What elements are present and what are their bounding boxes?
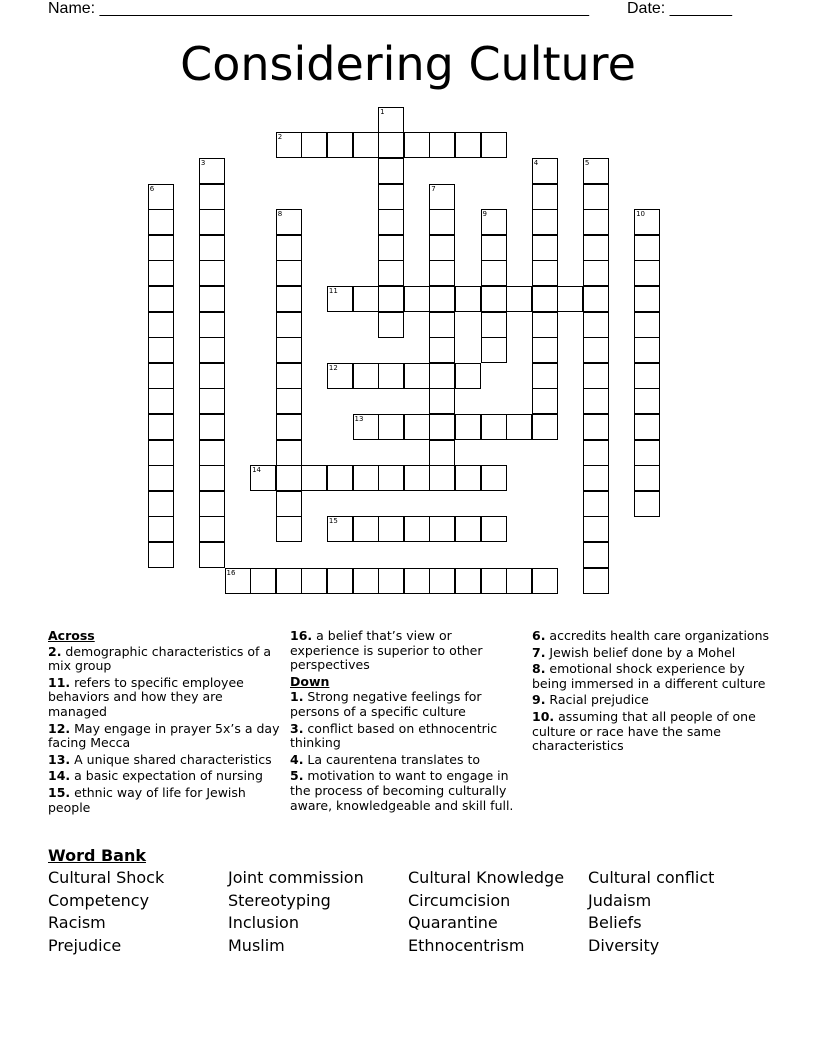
grid-cell[interactable] — [199, 209, 225, 235]
grid-cell[interactable] — [404, 568, 430, 594]
clue-number: 6 — [149, 184, 155, 193]
grid-cell[interactable] — [634, 260, 660, 286]
grid-cell[interactable] — [532, 184, 558, 210]
clue-number: 10. — [532, 708, 555, 724]
grid-cell[interactable] — [378, 184, 404, 210]
word-bank-item: Judaism — [588, 890, 652, 910]
grid-cell[interactable] — [276, 568, 302, 594]
grid-cell[interactable] — [583, 414, 609, 440]
grid-cell[interactable] — [532, 209, 558, 235]
grid-cell[interactable] — [378, 312, 404, 338]
clue-number: 4 — [533, 158, 539, 167]
grid-cell[interactable] — [583, 158, 609, 184]
grid-cell[interactable] — [199, 440, 225, 466]
grid-cell[interactable] — [481, 209, 507, 235]
grid-cell[interactable] — [148, 516, 174, 542]
clue-number: 13. — [48, 751, 71, 767]
grid-cell[interactable] — [455, 568, 481, 594]
clues-column-1 — [48, 629, 280, 817]
grid-cell[interactable] — [353, 132, 379, 158]
grid-cell[interactable] — [276, 414, 302, 440]
grid-cell[interactable] — [532, 260, 558, 286]
grid-cell[interactable] — [634, 286, 660, 312]
grid-cell[interactable] — [378, 235, 404, 261]
clue-text: motivation to want to engage in the process of becoming culturally aware, knowledgeable and skill full. — [290, 768, 514, 813]
clue-number: 14 — [252, 466, 262, 475]
grid-cell[interactable] — [532, 388, 558, 414]
grid-cell[interactable] — [148, 260, 174, 286]
grid-cell[interactable] — [634, 235, 660, 261]
clue — [290, 753, 522, 768]
page-title: Considering Culture — [180, 37, 636, 91]
grid-cell[interactable] — [378, 260, 404, 286]
grid-cell[interactable] — [481, 132, 507, 158]
grid-cell[interactable] — [148, 465, 174, 491]
grid-cell[interactable] — [301, 568, 327, 594]
grid-cell[interactable] — [327, 363, 353, 389]
grid-cell[interactable] — [148, 491, 174, 517]
word-bank-item: Muslim — [228, 935, 285, 955]
grid-cell[interactable] — [199, 491, 225, 517]
word-bank-title: Word Bank — [48, 846, 147, 865]
clue-number: 6. — [532, 628, 546, 643]
word-bank-item: Prejudice — [48, 935, 122, 955]
clue-number: 16 — [226, 568, 236, 577]
grid-cell[interactable] — [583, 312, 609, 338]
grid-cell[interactable] — [455, 414, 481, 440]
grid-cell[interactable] — [404, 414, 430, 440]
grid-cell[interactable] — [532, 337, 558, 363]
grid-cell[interactable] — [429, 235, 455, 261]
grid-cell[interactable] — [481, 516, 507, 542]
header — [48, 0, 748, 20]
grid-cell[interactable] — [583, 184, 609, 210]
grid-cell[interactable] — [276, 363, 302, 389]
grid-cell[interactable] — [583, 363, 609, 389]
grid-cell[interactable] — [327, 465, 353, 491]
clue-number: 12 — [328, 363, 338, 372]
grid-cell[interactable] — [327, 286, 353, 312]
grid-cell[interactable] — [276, 132, 302, 158]
grid-cell[interactable] — [199, 388, 225, 414]
grid-cell[interactable] — [378, 465, 404, 491]
grid-cell[interactable] — [327, 516, 353, 542]
grid-cell[interactable] — [148, 414, 174, 440]
grid-cell[interactable] — [148, 363, 174, 389]
clue — [48, 786, 280, 815]
grid-cell[interactable] — [583, 568, 609, 594]
grid-cell[interactable] — [481, 465, 507, 491]
word-bank-item: Circumcision — [408, 890, 511, 910]
word-bank-item: Cultural conflict — [588, 868, 715, 887]
grid-cell[interactable] — [583, 516, 609, 542]
grid-cell[interactable] — [532, 414, 558, 440]
grid-cell[interactable] — [276, 312, 302, 338]
grid-cell[interactable] — [455, 516, 481, 542]
grid-cell[interactable] — [429, 337, 455, 363]
grid-cell[interactable] — [634, 440, 660, 466]
clue-text: May engage in prayer 5x’s a day facing Mecca — [48, 720, 280, 751]
grid-cell[interactable] — [583, 491, 609, 517]
grid-cell[interactable] — [429, 388, 455, 414]
grid-cell[interactable] — [378, 568, 404, 594]
grid-cell[interactable] — [634, 491, 660, 517]
clue-heading: Down — [290, 673, 330, 689]
clue — [48, 769, 280, 784]
clue-text: Strong negative feelings for persons of a specific culture — [290, 689, 482, 719]
clue — [48, 676, 280, 720]
grid-cell[interactable] — [276, 388, 302, 414]
clue — [532, 646, 772, 661]
grid-cell[interactable] — [148, 286, 174, 312]
word-bank-item: Cultural Knowledge — [408, 868, 565, 887]
grid-cell[interactable] — [301, 132, 327, 158]
clue-text: a belief that’s view or experience is superior to other perspectives — [290, 628, 483, 673]
word-bank-item: Inclusion — [228, 913, 299, 933]
clues-column-2 — [290, 629, 522, 815]
clue-number: 9. — [532, 692, 546, 708]
grid-cell[interactable] — [506, 568, 532, 594]
grid-cell[interactable] — [532, 235, 558, 261]
grid-cell[interactable] — [634, 388, 660, 414]
grid-cell[interactable] — [455, 465, 481, 491]
grid-cell[interactable] — [634, 414, 660, 440]
grid-cell[interactable] — [378, 209, 404, 235]
clue-text: demographic characteristics of a mix group — [48, 643, 272, 674]
clue-number: 7 — [431, 184, 436, 193]
grid-cell[interactable] — [353, 465, 379, 491]
clue-number: 14. — [48, 768, 71, 784]
clue-number: 8. — [532, 661, 546, 677]
grid-cell[interactable] — [148, 235, 174, 261]
grid-cell[interactable] — [429, 312, 455, 338]
grid-cell[interactable] — [429, 440, 455, 466]
grid-cell[interactable] — [583, 286, 609, 312]
grid-cell[interactable] — [404, 363, 430, 389]
grid-cell[interactable] — [225, 568, 251, 594]
grid-cell[interactable] — [532, 286, 558, 312]
clue-text: A unique shared characteristics — [70, 751, 272, 767]
grid-cell[interactable] — [481, 568, 507, 594]
grid-cell[interactable] — [353, 286, 379, 312]
grid-cell[interactable] — [199, 337, 225, 363]
grid-cell[interactable] — [276, 235, 302, 261]
clue-number: 11. — [48, 674, 71, 690]
clue — [532, 629, 772, 644]
clue-text: Racial prejudice — [545, 692, 649, 708]
word-bank-item: Ethnocentrism — [408, 935, 525, 955]
grid-cell[interactable] — [276, 209, 302, 235]
word-bank-item: Quarantine — [408, 913, 498, 933]
grid-cell[interactable] — [429, 132, 455, 158]
clue — [532, 662, 772, 691]
clue-number: 10 — [636, 210, 646, 219]
grid-cell[interactable] — [429, 260, 455, 286]
clue-number: 15. — [48, 784, 71, 800]
clue-number: 1. — [290, 689, 304, 705]
clue — [48, 722, 280, 751]
grid-cell[interactable] — [506, 414, 532, 440]
grid-cell[interactable] — [148, 337, 174, 363]
grid-cell[interactable] — [276, 337, 302, 363]
grid-cell[interactable] — [429, 516, 455, 542]
clue-text: ethnic way of life for Jewish people — [48, 784, 246, 815]
clue-text: La caurentena translates to — [303, 751, 480, 767]
clue-text: refers to specific employee behaviors and how they are managed — [48, 674, 244, 719]
clue-text: emotional shock experience by being immersed in a different culture — [532, 661, 766, 691]
grid-cell[interactable] — [557, 286, 583, 312]
word-bank-item: Joint commission — [228, 868, 364, 887]
grid-cell[interactable] — [506, 286, 532, 312]
grid-cell[interactable] — [455, 363, 481, 389]
grid-cell[interactable] — [583, 260, 609, 286]
grid-cell[interactable] — [583, 440, 609, 466]
grid-cell[interactable] — [250, 465, 276, 491]
grid-cell[interactable] — [148, 209, 174, 235]
clue-number: 2 — [277, 133, 283, 142]
clue-number: 15 — [328, 517, 338, 526]
clue-number: 1 — [380, 107, 385, 116]
clue-number: 8 — [277, 210, 283, 219]
clue — [532, 693, 772, 708]
grid-cell[interactable] — [429, 568, 455, 594]
grid-cell[interactable] — [276, 465, 302, 491]
clue-number: 11 — [328, 286, 338, 295]
name-line[interactable]: Name: _______________________________________________________ — [48, 0, 589, 17]
grid-cell[interactable] — [429, 414, 455, 440]
grid-cell[interactable] — [481, 260, 507, 286]
clue-number: 5 — [584, 158, 590, 167]
grid-cell[interactable] — [404, 132, 430, 158]
grid-cell[interactable] — [327, 132, 353, 158]
clue — [290, 629, 522, 673]
grid-cell[interactable] — [148, 542, 174, 568]
grid-cell[interactable] — [404, 516, 430, 542]
grid-cell[interactable] — [481, 414, 507, 440]
grid-cell[interactable] — [276, 286, 302, 312]
word-bank-item: Racism — [48, 913, 106, 933]
grid-cell[interactable] — [404, 286, 430, 312]
grid-cell[interactable] — [199, 260, 225, 286]
grid-cell[interactable] — [199, 184, 225, 210]
clue-number: 5. — [290, 768, 304, 784]
grid-cell[interactable] — [532, 363, 558, 389]
word-bank-item: Cultural Shock — [48, 868, 165, 887]
clues-column-3 — [532, 629, 772, 756]
grid-cell[interactable] — [353, 568, 379, 594]
clue — [290, 690, 522, 719]
clue-number: 2. — [48, 643, 62, 659]
grid-cell[interactable] — [634, 363, 660, 389]
clue — [532, 710, 772, 754]
clue-number: 13 — [354, 414, 364, 423]
grid-cell[interactable] — [353, 363, 379, 389]
grid-cell[interactable] — [429, 184, 455, 210]
grid-cell[interactable] — [583, 235, 609, 261]
grid-cell[interactable] — [199, 312, 225, 338]
word-bank-item: Competency — [48, 890, 150, 910]
clue — [48, 753, 280, 768]
clue-number: 3 — [200, 158, 206, 167]
grid-cell[interactable] — [199, 542, 225, 568]
grid-cell[interactable] — [378, 107, 404, 133]
clue-number: 12. — [48, 720, 71, 736]
grid-cell[interactable] — [276, 260, 302, 286]
grid-cell[interactable] — [634, 209, 660, 235]
clue-number: 16. — [290, 628, 313, 643]
grid-cell[interactable] — [481, 337, 507, 363]
grid-cell[interactable] — [148, 184, 174, 210]
grid-cell[interactable] — [634, 465, 660, 491]
clue — [290, 722, 522, 751]
clue-text: a basic expectation of nursing — [70, 768, 263, 784]
clue-heading: Across — [48, 628, 95, 643]
grid-cell[interactable] — [199, 286, 225, 312]
grid-cell[interactable] — [455, 286, 481, 312]
date-line[interactable]: Date: _______ — [627, 0, 732, 17]
clue-text: accredits health care organizations — [545, 628, 770, 643]
grid-cell[interactable] — [378, 414, 404, 440]
grid-cell[interactable] — [634, 312, 660, 338]
clue-number: 9 — [482, 210, 487, 219]
grid-cell[interactable] — [378, 363, 404, 389]
grid-cell[interactable] — [378, 158, 404, 184]
grid-cell[interactable] — [199, 158, 225, 184]
grid-cell[interactable] — [148, 388, 174, 414]
grid-cell[interactable] — [583, 465, 609, 491]
grid-cell[interactable] — [532, 568, 558, 594]
grid-cell[interactable] — [429, 286, 455, 312]
grid-cell[interactable] — [532, 158, 558, 184]
grid-cell[interactable] — [199, 363, 225, 389]
grid-cell[interactable] — [429, 209, 455, 235]
clue — [290, 769, 522, 813]
clue-number: 7. — [532, 644, 546, 660]
grid-cell[interactable] — [199, 235, 225, 261]
grid-cell[interactable] — [481, 235, 507, 261]
grid-cell[interactable] — [378, 132, 404, 158]
grid-cell[interactable] — [429, 363, 455, 389]
grid-cell[interactable] — [532, 312, 558, 338]
grid-cell[interactable] — [199, 414, 225, 440]
grid-cell[interactable] — [481, 312, 507, 338]
clue-number: 3. — [290, 720, 304, 736]
grid-cell[interactable] — [301, 465, 327, 491]
grid-cell[interactable] — [276, 440, 302, 466]
word-bank-item: Beliefs — [588, 913, 642, 933]
grid-cell[interactable] — [148, 440, 174, 466]
grid-cell[interactable] — [250, 568, 276, 594]
grid-cell[interactable] — [429, 465, 455, 491]
crossword-grid — [149, 108, 667, 598]
grid-cell[interactable] — [353, 516, 379, 542]
grid-cell[interactable] — [634, 337, 660, 363]
grid-cell[interactable] — [276, 516, 302, 542]
grid-cell[interactable] — [455, 132, 481, 158]
clue-text: conflict based on ethnocentric thinking — [290, 720, 498, 751]
grid-cell[interactable] — [378, 286, 404, 312]
grid-cell[interactable] — [378, 516, 404, 542]
grid-cell[interactable] — [583, 209, 609, 235]
grid-cell[interactable] — [199, 465, 225, 491]
grid-cell[interactable] — [199, 516, 225, 542]
grid-cell[interactable] — [583, 388, 609, 414]
word-bank-item: Diversity — [588, 935, 660, 955]
grid-cell[interactable] — [276, 491, 302, 517]
grid-cell[interactable] — [353, 414, 379, 440]
clue — [48, 645, 280, 674]
grid-cell[interactable] — [404, 465, 430, 491]
clue-number: 4. — [290, 751, 304, 767]
clue-text: assuming that all people of one culture or race have the same characteristics — [532, 708, 756, 754]
grid-cell[interactable] — [583, 337, 609, 363]
clue-text: Jewish belief done by a Mohel — [545, 644, 736, 660]
grid-cell[interactable] — [583, 542, 609, 568]
word-bank-item: Stereotyping — [228, 890, 331, 910]
grid-cell[interactable] — [481, 286, 507, 312]
grid-cell[interactable] — [327, 568, 353, 594]
grid-cell[interactable] — [148, 312, 174, 338]
